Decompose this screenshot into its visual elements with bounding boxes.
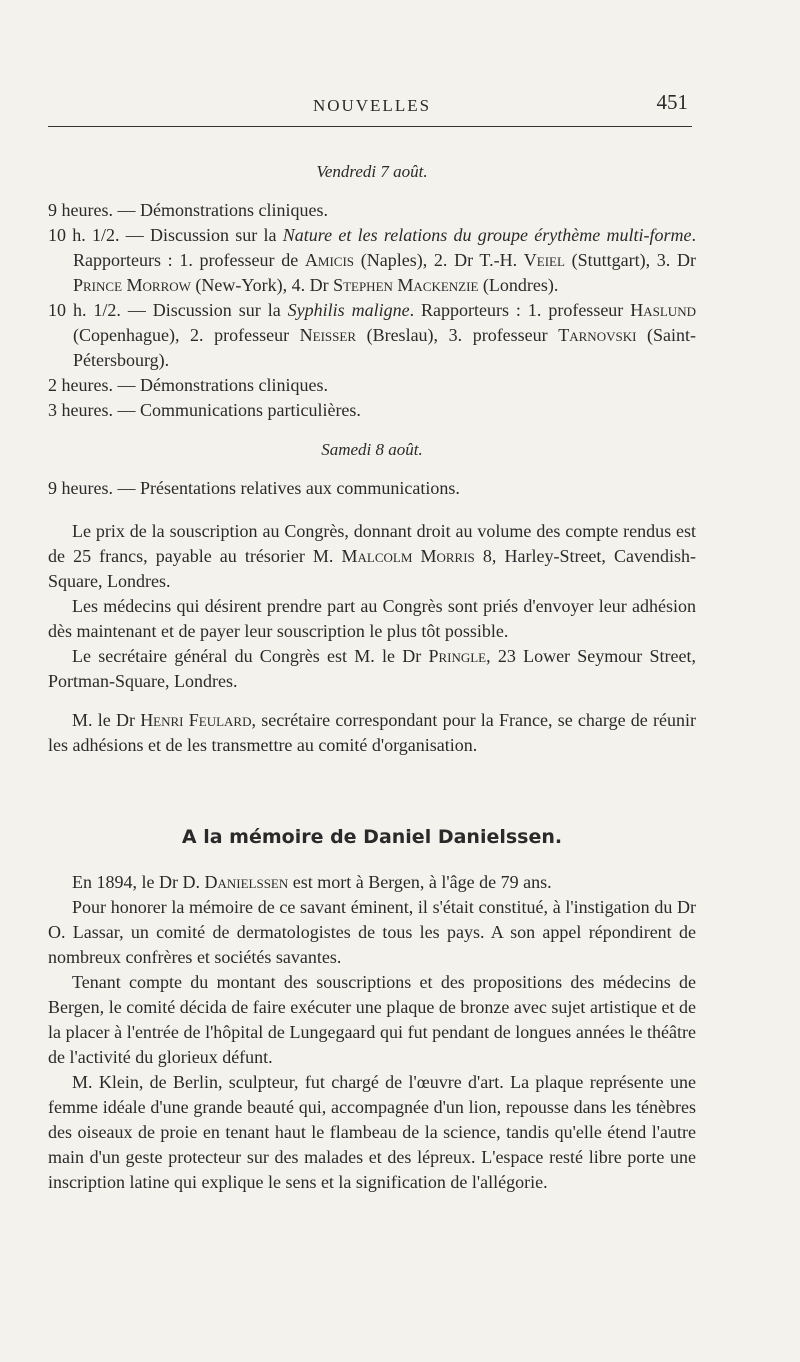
program-entry: 2 heures. — Démonstrations cliniques.	[48, 375, 328, 395]
running-title: NOUVELLES	[312, 96, 432, 115]
paragraph: Tenant compte du montant des souscriptions et des propositions des médecins de Bergen, le comité décida de faire exécuter une plaque de bronze avec sujet artistique et de la placer à l'entrée de l'hôpital de Lungegaard qui fut pendant de longues années le théâtre de l'activité du glorieux défunt.	[48, 972, 696, 1067]
memorial-section	[48, 870, 696, 1195]
paragraph: M. Klein, de Berlin, sculpteur, fut chargé de l'œuvre d'art. La plaque représente une femme idéale d'une grande beauté qui, accompagnée d'un lion, repousse dans les ténèbres des oiseaux de proie en tenant haut le flambeau de la science, tandis qu'elle étend l'autre main d'un geste protecteur sur des malades et des lépreux. L'espace resté libre porte une inscription latine qui explique le sens et la signification de l'allégorie.	[48, 1072, 696, 1192]
journal-page	[48, 88, 696, 1195]
section-title: A la mémoire de Daniel Danielssen.	[181, 826, 563, 848]
paragraph: Pour honorer la mémoire de ce savant éminent, il s'était constitué, à l'instigation du Dr O. Lassar, un comité de dermatologistes de tous les pays. A son appel répondirent de nombreux confrères et sociétés savantes.	[48, 897, 696, 967]
paragraph: En 1894, le Dr D. Danielssen est mort à Bergen, à l'âge de 79 ans.	[72, 872, 552, 892]
header-rule	[48, 126, 692, 127]
program-entry: 10 h. 1/2. — Discussion sur la Syphilis maligne. Rapporteurs : 1. professeur Haslund (Copenhague), 2. professeur Neisser (Breslau), 3. professeur Tarnovski (Saint-Pétersbourg).	[48, 300, 696, 370]
page-number: 451	[656, 90, 688, 114]
day-heading-saturday: Samedi 8 août.	[321, 440, 423, 459]
paragraph: Le prix de la souscription au Congrès, donnant droit au volume des compte rendus est de 25 francs, payable au trésorier M. Malcolm Morris 8, Harley-Street, Cavendish-Square, Londres.	[48, 521, 696, 591]
program-entry: 9 heures. — Démonstrations cliniques.	[48, 200, 328, 220]
program-entry: 3 heures. — Communications particulières.	[48, 400, 361, 420]
paragraph: Le secrétaire général du Congrès est M. le Dr Pringle, 23 Lower Seymour Street, Portman-Square, Londres.	[48, 646, 696, 691]
page-header	[48, 88, 696, 126]
saturday-program	[48, 437, 696, 501]
paragraph: Les médecins qui désirent prendre part au Congrès sont priés d'envoyer leur adhésion dès maintenant et de payer leur souscription le plus tôt possible.	[48, 596, 696, 641]
congress-notes	[48, 519, 696, 758]
paragraph: M. le Dr Henri Feulard, secrétaire correspondant pour la France, se charge de réunir les adhésions et de les transmettre au comité d'organisation.	[48, 710, 696, 755]
program-entry: 9 heures. — Présentations relatives aux communications.	[48, 478, 460, 498]
friday-program	[48, 159, 696, 423]
day-heading-friday: Vendredi 7 août.	[316, 162, 428, 181]
program-entry: 10 h. 1/2. — Discussion sur la Nature et les relations du groupe érythème multi-forme. Rapporteurs : 1. professeur de Amicis (Naples), 2. Dr T.-H. Veiel (Stuttgart), 3. Dr Prince Morrow (New-York), 4. Dr Stephen Mackenzie (Londres).	[48, 225, 696, 295]
